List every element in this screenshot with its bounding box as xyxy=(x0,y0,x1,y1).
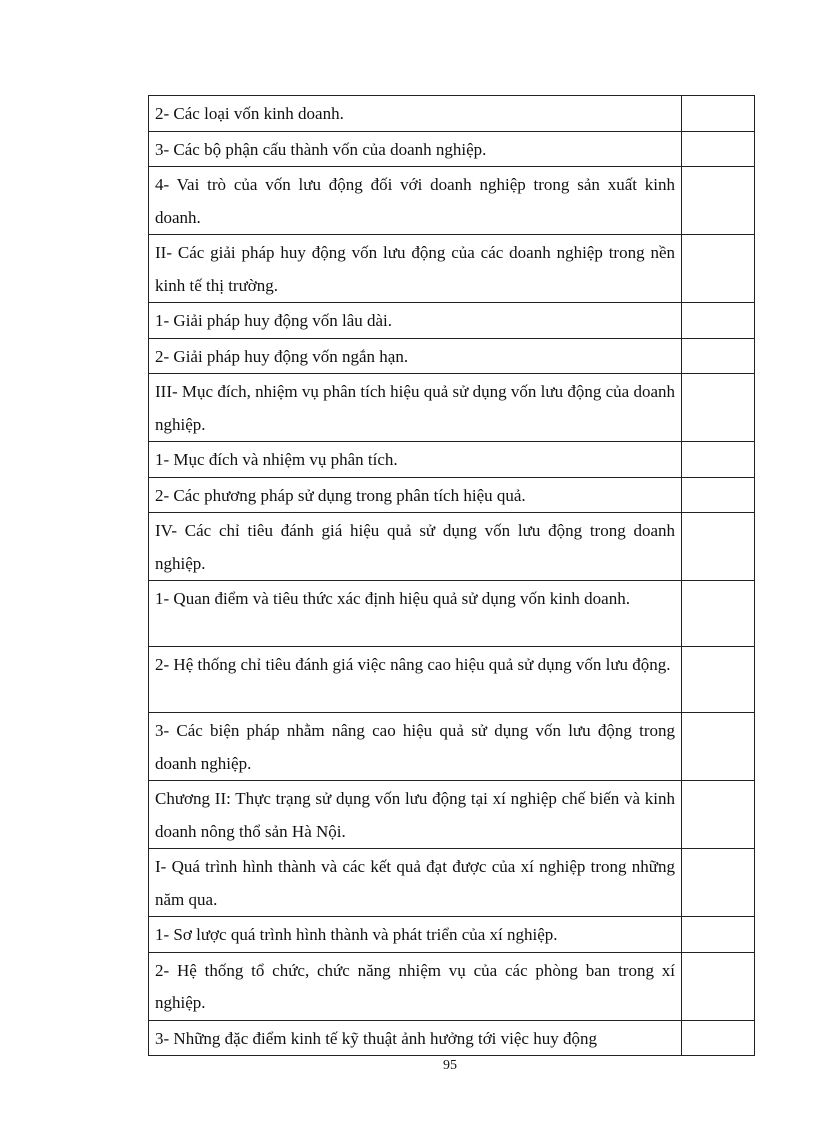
toc-entry: 3- Các bộ phận cấu thành vốn của doanh nghiệp. xyxy=(149,131,682,167)
toc-entry: II- Các giải pháp huy động vốn lưu động của các doanh nghiệp trong nền kinh tế thị trường. xyxy=(149,235,682,303)
toc-page-cell xyxy=(682,781,755,849)
toc-page-cell xyxy=(682,303,755,339)
toc-entry: Chương II: Thực trạng sử dụng vốn lưu động tại xí nghiệp chế biến và kinh doanh nông thổ sản Hà Nội. xyxy=(149,781,682,849)
toc-entry: 3- Những đặc điểm kinh tế kỹ thuật ảnh hưởng tới việc huy động xyxy=(149,1020,682,1056)
toc-row xyxy=(149,235,755,303)
toc-entry: 2- Hệ thống chỉ tiêu đánh giá việc nâng cao hiệu quả sử dụng vốn lưu động. xyxy=(149,647,682,713)
toc-page-cell xyxy=(682,338,755,374)
toc-page-cell xyxy=(682,513,755,581)
toc-entry: 2- Giải pháp huy động vốn ngắn hạn. xyxy=(149,338,682,374)
toc-page-cell xyxy=(682,96,755,132)
toc-entry: 2- Các loại vốn kinh doanh. xyxy=(149,96,682,132)
toc-entry: III- Mục đích, nhiệm vụ phân tích hiệu quả sử dụng vốn lưu động của doanh nghiệp. xyxy=(149,374,682,442)
toc-entry: IV- Các chỉ tiêu đánh giá hiệu quả sử dụng vốn lưu động trong doanh nghiệp. xyxy=(149,513,682,581)
toc-entry: 2- Các phương pháp sử dụng trong phân tích hiệu quả. xyxy=(149,477,682,513)
toc-page-cell xyxy=(682,581,755,647)
toc-page-cell xyxy=(682,477,755,513)
toc-row xyxy=(149,781,755,849)
toc-entry: 1- Mục đích và nhiệm vụ phân tích. xyxy=(149,442,682,478)
page-number: 95 xyxy=(443,1058,457,1073)
toc-row xyxy=(149,849,755,917)
toc-page-cell xyxy=(682,167,755,235)
toc-entry: 3- Các biện pháp nhằm nâng cao hiệu quả sử dụng vốn lưu động trong doanh nghiệp. xyxy=(149,713,682,781)
toc-row xyxy=(149,647,755,713)
toc-page-cell xyxy=(682,952,755,1020)
toc-entry: 1- Quan điểm và tiêu thức xác định hiệu quả sử dụng vốn kinh doanh. xyxy=(149,581,682,647)
toc-row xyxy=(149,581,755,647)
toc-page-cell xyxy=(682,917,755,953)
toc-row xyxy=(149,477,755,513)
toc-row xyxy=(149,338,755,374)
toc-entry: 1- Sơ lược quá trình hình thành và phát triển của xí nghiệp. xyxy=(149,917,682,953)
toc-row xyxy=(149,167,755,235)
toc-page-cell xyxy=(682,647,755,713)
toc-entry: 2- Hệ thống tổ chức, chức năng nhiệm vụ của các phòng ban trong xí nghiệp. xyxy=(149,952,682,1020)
toc-entry: 1- Giải pháp huy động vốn lâu dài. xyxy=(149,303,682,339)
toc-row xyxy=(149,917,755,953)
toc-entry: I- Quá trình hình thành và các kết quả đạt được của xí nghiệp trong những năm qua. xyxy=(149,849,682,917)
toc-row xyxy=(149,303,755,339)
toc-row xyxy=(149,952,755,1020)
toc-entry: 4- Vai trò của vốn lưu động đối với doanh nghiệp trong sản xuất kinh doanh. xyxy=(149,167,682,235)
toc-page-cell xyxy=(682,374,755,442)
toc-page-cell xyxy=(682,131,755,167)
toc-page-cell xyxy=(682,1020,755,1056)
toc-page-cell xyxy=(682,849,755,917)
toc-page-cell xyxy=(682,713,755,781)
toc-row xyxy=(149,442,755,478)
toc-row xyxy=(149,1020,755,1056)
toc-page-cell xyxy=(682,442,755,478)
toc-row xyxy=(149,96,755,132)
toc-row xyxy=(149,713,755,781)
toc-row xyxy=(149,374,755,442)
toc-table xyxy=(148,95,755,1056)
toc-page-cell xyxy=(682,235,755,303)
toc-row xyxy=(149,513,755,581)
toc-row xyxy=(149,131,755,167)
